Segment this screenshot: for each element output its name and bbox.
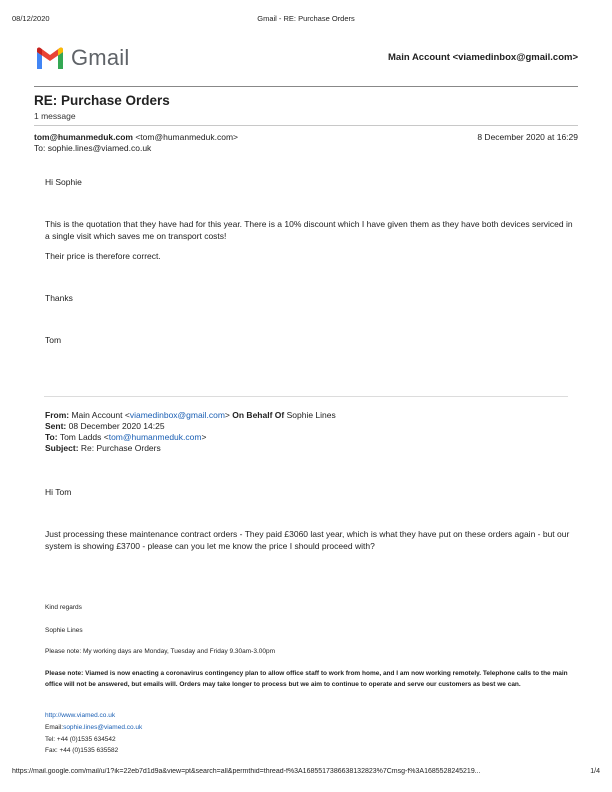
quoted-subject: Subject: Re: Purchase Orders <box>45 443 161 453</box>
body-signature: Tom <box>45 335 62 345</box>
message-count: 1 message <box>34 111 76 121</box>
quoted-sent: Sent: 08 December 2020 14:25 <box>45 421 165 431</box>
gmail-m-icon <box>35 47 65 69</box>
print-date: 08/12/2020 <box>12 14 50 23</box>
quoted-from: From: Main Account <viamedinbox@gmail.com> On Behalf Of Sophie Lines <box>45 410 336 420</box>
subject-divider <box>34 125 578 126</box>
page-number: 1/4 <box>590 768 600 775</box>
gmail-wordmark: Gmail <box>71 45 130 70</box>
quoted-notice: Please note: Viamed is now enacting a coronavirus contingency plan to allow office staff to work from home, and I am now working remotely. Telephone calls to the main office will not be answered, but emails will. Orders may take longer to process but we aim to continue to operate and serve our customers as best we can. <box>45 670 568 688</box>
message-to: To: sophie.lines@viamed.co.uk <box>34 143 152 153</box>
message-date: 8 December 2020 at 16:29 <box>477 132 578 142</box>
gmail-logo <box>35 46 129 70</box>
quoted-from-email-link[interactable]: viamedinbox@gmail.com <box>129 410 225 420</box>
print-url: https://mail.google.com/mail/u/1?ik=22eb7d1d9a&view=pt&search=all&permthid=thread-f%3A1685517386638132823%7Cmsg-f%3A1685528245219... <box>12 768 481 775</box>
quoted-to-email-link[interactable]: tom@humanmeduk.com <box>108 432 202 442</box>
thread-subject: RE: Purchase Orders <box>34 93 170 108</box>
quoted-working-days: Please note: My working days are Monday, Tuesday and Friday 9.30am-3.00pm <box>45 648 276 655</box>
quoted-fax: Fax: +44 (0)1535 635582 <box>45 747 119 754</box>
quoted-body: Just processing these maintenance contract orders - They paid £3060 last year, which is what they have put on these orders again - but our system is showing £3700 - please can you let me know the price I should proceed with? <box>45 529 570 551</box>
body-paragraph-1: This is the quotation that they have had for this year. There is a 10% discount which I have given them as they have both devices serviced in a single visit which saves me on transport costs! <box>45 219 573 241</box>
quoted-greeting: Hi Tom <box>45 487 72 497</box>
quoted-email-link[interactable]: sophie.lines@viamed.co.uk <box>63 724 143 731</box>
quoted-tel: Tel: +44 (0)1535 634542 <box>45 736 116 743</box>
message-from <box>34 132 238 142</box>
print-title: Gmail - RE: Purchase Orders <box>257 14 355 23</box>
body-greeting: Hi Sophie <box>45 177 82 187</box>
sender-email: <tom@humanmeduk.com> <box>135 132 238 142</box>
body-thanks: Thanks <box>45 293 73 303</box>
website-link[interactable]: http://www.viamed.co.uk <box>45 712 116 719</box>
quoted-to: To: Tom Ladds <tom@humanmeduk.com> <box>45 432 207 442</box>
account-label: Main Account <viamedinbox@gmail.com> <box>388 52 578 63</box>
body-paragraph-2: Their price is therefore correct. <box>45 251 161 261</box>
quoted-regards: Kind regards <box>45 604 82 611</box>
sender-name: tom@humanmeduk.com <box>34 132 133 142</box>
quoted-name: Sophie Lines <box>45 627 83 634</box>
header-divider <box>34 86 578 87</box>
quoted-email: Email:sophie.lines@viamed.co.uk <box>45 724 143 731</box>
print-footer <box>12 768 600 780</box>
quote-divider <box>44 396 568 397</box>
print-header <box>12 14 600 26</box>
